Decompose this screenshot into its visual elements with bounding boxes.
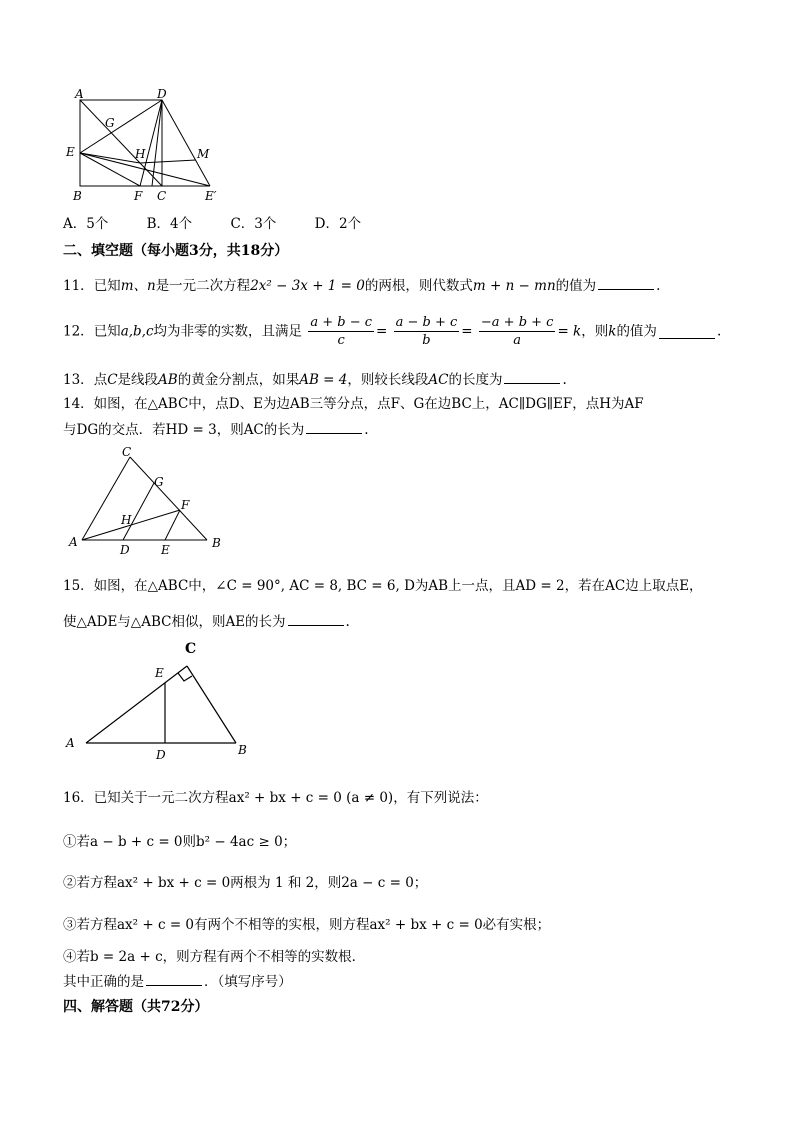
q16-statement-1: ①若a − b + c = 0则b² − 4ac ≥ 0；	[63, 834, 297, 850]
q12-f3-numerator: −a + b + c	[480, 315, 554, 330]
q11-answer-blank[interactable]	[598, 276, 654, 290]
q16-statement-3: ③若方程ax² + c = 0有两个不相等的实根，则方程ax² + bx + c = 0必有实根；	[63, 917, 551, 933]
question-13	[63, 370, 567, 389]
q12-fraction-3	[479, 314, 556, 349]
fig14-label-D: D	[120, 543, 130, 557]
fig14-label-C: C	[122, 445, 132, 459]
q11-text: 的值为	[555, 278, 597, 294]
q13-var-ac: AC	[428, 372, 449, 388]
question-14-line-1: 14．如图，在△ABC中，点D、E为边AB三等分点，点F、G在边BC上，AC∥DG∥EF，点H为AF	[63, 396, 644, 412]
q12-end: .	[716, 323, 722, 340]
question-11	[63, 276, 660, 295]
question-12: 12．已知a,b,c均为非零的实数，且满足 $\frac{a + b - c}{c}$ = $\frac{a - b + c}{b}$ = $\frac{-a + b + c}{a}$ = k，则k的值为 .	[63, 315, 722, 348]
fig10-label-M: M	[197, 147, 210, 161]
fig10-label-A: A	[75, 88, 84, 101]
q12-text: 的值为	[616, 323, 657, 340]
q10-option-b: B．4个	[146, 216, 193, 232]
q15-text: 使△ADE与△ABC相似，则AE的长为	[63, 614, 286, 630]
fig15-label-A: A	[66, 736, 75, 750]
q11-number: 11．	[63, 278, 94, 294]
q13-text: ，则较长线段	[347, 372, 429, 388]
q12-text: 已知	[93, 323, 121, 340]
q13-end: .	[562, 372, 567, 388]
q11-text: 是一元二次方程	[155, 278, 251, 294]
fig14-label-E: E	[161, 543, 170, 557]
q13-var-c: C	[107, 372, 118, 388]
q12-f2-numerator: a − b + c	[395, 315, 458, 330]
q16-statement-4: ④若b = 2a + c，则方程有两个不相等的实数根．	[63, 949, 366, 965]
fig14-label-A: A	[69, 535, 78, 549]
fig15-label-B: B	[238, 743, 247, 757]
q14-text: 与DG的交点．若HD = 3，则AC的长为	[63, 422, 305, 438]
section-2-title: 二、填空题（每小题3分，共18分）	[63, 243, 289, 259]
q12-k: k	[608, 323, 617, 340]
q12-text: 均为非零的实数，且满足	[153, 323, 303, 340]
q12-fraction-2	[394, 314, 460, 349]
fig14-label-G: G	[154, 475, 164, 489]
q12-fraction-1	[308, 314, 374, 349]
q11-equation: 2x² − 3x + 1 = 0	[250, 278, 365, 294]
q16-statement-2: ②若方程ax² + bx + c = 0两根为 1 和 2，则2a − c = 0；	[63, 875, 428, 891]
q13-number: 13．	[63, 372, 94, 388]
q12-f3-denominator: a	[513, 333, 522, 348]
fig10-label-D: D	[157, 88, 167, 101]
section-4-title: 四、解答题（共72分）	[63, 999, 209, 1015]
fig10-label-E: E	[66, 145, 75, 159]
fig10-label-C: C	[157, 189, 167, 203]
q16-answer-line	[63, 972, 292, 991]
question-16-intro: 16．已知关于一元二次方程ax² + bx + c = 0 (a ≠ 0)，有下列说法：	[63, 790, 488, 806]
question-14-line-2	[63, 420, 369, 439]
q10-option-d: D．2个	[314, 216, 362, 232]
q12-f2-denominator: b	[422, 333, 431, 348]
q12-f1-numerator: a + b − c	[310, 315, 372, 330]
q16-text: ．（填写序号）	[204, 974, 292, 990]
q12-number: 12．	[63, 323, 94, 340]
q14-figure	[65, 443, 235, 558]
q11-text: 的两根，则代数式	[364, 278, 473, 294]
q13-text: 的长度为	[448, 372, 503, 388]
fig15-label-C: C	[185, 641, 197, 657]
q12-answer-blank[interactable]	[659, 325, 715, 339]
fig15-label-E: E	[155, 666, 164, 680]
q13-var-ab: AB	[158, 372, 178, 388]
q14-end: .	[364, 422, 369, 438]
q10-options	[63, 215, 395, 233]
q13-text: 的黄金分割点，如果	[177, 372, 300, 388]
fig14-label-B: B	[212, 536, 221, 550]
q11-end: .	[656, 278, 661, 294]
q16-text: 其中正确的是	[63, 974, 144, 990]
fig10-label-B: B	[73, 189, 82, 203]
q12-f1-denominator: c	[337, 333, 345, 348]
q14-answer-blank[interactable]	[306, 420, 362, 434]
q13-answer-blank[interactable]	[504, 370, 560, 384]
q15-figure	[60, 636, 260, 762]
fig10-label-F: F	[134, 189, 143, 203]
fig10-label-E-prime: E′	[205, 189, 217, 203]
question-15-line-1: 15．如图，在△ABC中，∠C = 90°, AC = 8, BC = 6, D为AB上一点，且AD = 2，若在AC边上取点E，	[63, 578, 703, 594]
q11-vars: m、n	[120, 278, 156, 294]
q10-option-c: C．3个	[230, 216, 277, 232]
q16-answer-blank[interactable]	[146, 972, 202, 986]
q10-option-a: A．5个	[63, 216, 109, 232]
q13-condition: AB = 4	[299, 372, 348, 388]
q10-figure	[60, 88, 230, 206]
q12-text: ，则	[581, 323, 609, 340]
fig15-label-D: D	[156, 748, 166, 762]
q13-text: 点	[93, 372, 108, 388]
question-15-line-2	[63, 612, 350, 631]
fig10-label-H: H	[135, 147, 146, 161]
q12-vars: a,b,c	[120, 323, 154, 340]
q11-text: 已知	[93, 278, 121, 294]
fig10-label-G: G	[105, 116, 115, 130]
q15-answer-blank[interactable]	[288, 612, 344, 626]
fig14-label-F: F	[181, 498, 190, 512]
q15-end: .	[345, 614, 350, 630]
fig14-label-H: H	[121, 513, 132, 527]
q12-k-equal: = k	[557, 323, 582, 340]
q11-expression: m + n − mn	[472, 278, 556, 294]
q13-text: 是线段	[117, 372, 159, 388]
